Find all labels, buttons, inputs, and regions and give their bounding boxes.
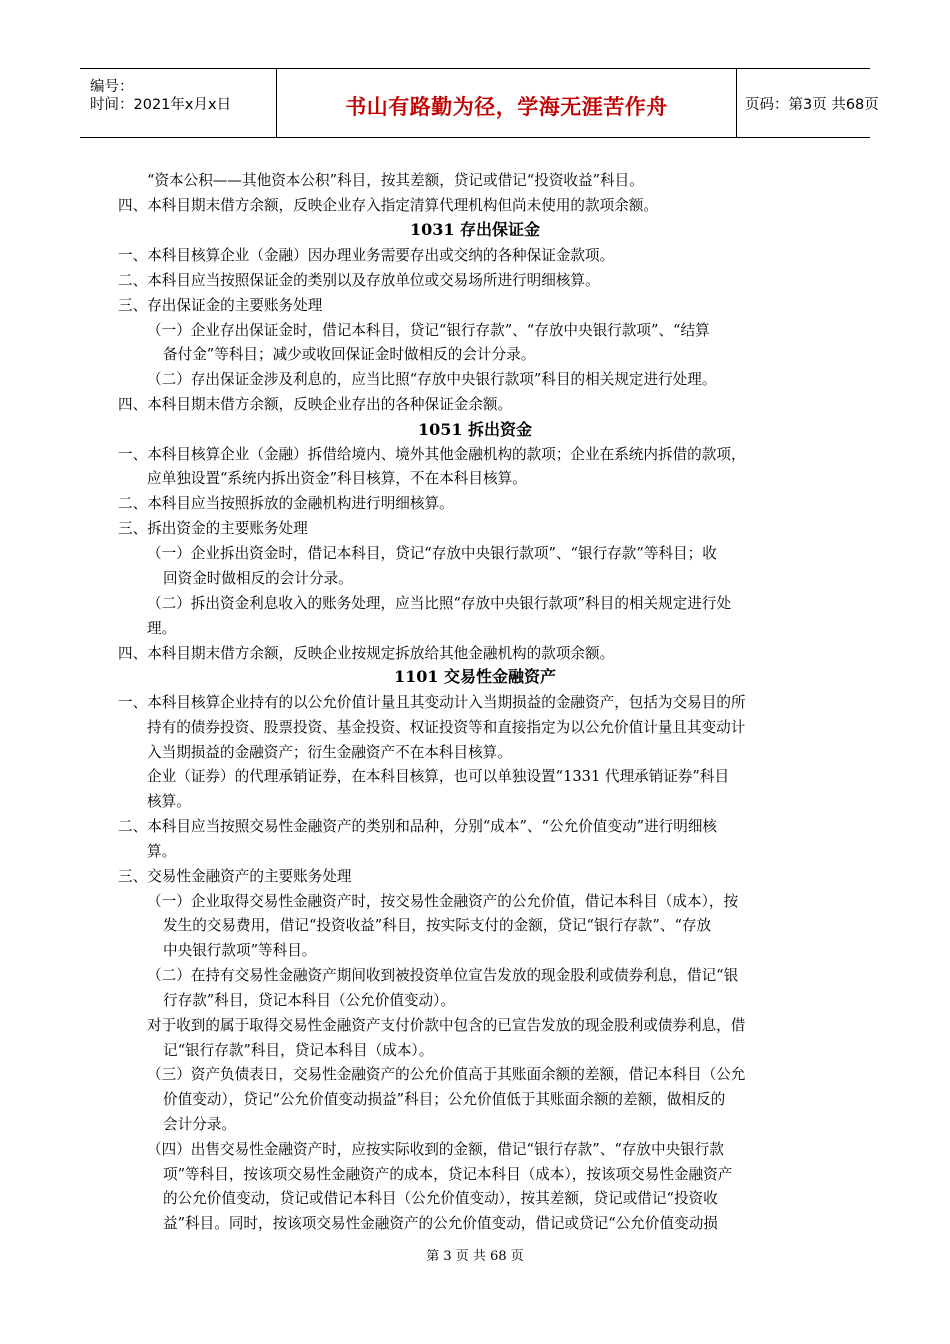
section-heading: 1051 拆出资金 xyxy=(417,420,533,439)
body-line: 企业（证券）的代理承销证券，在本科目核算，也可以单独设置“1331 代理承销证券”科目 xyxy=(147,768,730,785)
body-line: 一、本科目核算企业（金融）因办理业务需要存出或交纳的各种保证金款项。 xyxy=(118,247,615,264)
body-line: 记“银行存款”科目，贷记本科目（成本）。 xyxy=(163,1042,434,1059)
body-line: 项”等科目，按该项交易性金融资产的成本，贷记本科目（成本），按该项交易性金融资产 xyxy=(163,1166,733,1183)
body-line: （三）资产负债表日，交易性金融资产的公允价值高于其账面余额的差额，借记本科目（公允 xyxy=(147,1066,746,1083)
body-line: 对于收到的属于取得交易性金融资产支付价款中包含的已宣告发放的现金股利或债券利息，借 xyxy=(147,1017,746,1034)
header-middle-cell xyxy=(277,69,737,137)
body-line: 发生的交易费用，借记“投资收益”科目，按实际支付的金额，贷记“银行存款”、“存放 xyxy=(163,917,712,934)
header-right-cell xyxy=(737,69,879,137)
body-line: 理。 xyxy=(147,620,177,637)
body-line: （二）存出保证金涉及利息的，应当比照“存放中央银行款项”科目的相关规定进行处理。 xyxy=(147,371,717,388)
header-page-info: 页码：第3页 共68页 xyxy=(745,97,879,113)
body-line: 算。 xyxy=(147,843,177,860)
body-line: 一、本科目核算企业持有的以公允价值计量且其变动计入当期损益的金融资产，包括为交易目的所 xyxy=(118,694,746,711)
body-line: 应单独设置“系统内拆出资金”科目核算，不在本科目核算。 xyxy=(147,470,527,487)
document-date-label: 时间：2021年x月x日 xyxy=(90,97,232,113)
body-line: 会计分录。 xyxy=(163,1116,236,1133)
body-line: 四、本科目期末借方余额，反映企业按规定拆放给其他金融机构的款项余额。 xyxy=(118,645,615,662)
body-line: 价值变动），贷记“公允价值变动损益”科目；公允价值低于其账面余额的差额，做相反的 xyxy=(163,1091,726,1108)
body-line: 四、本科目期末借方余额，反映企业存入指定清算代理机构但尚未使用的款项余额。 xyxy=(118,197,658,214)
body-line: 二、本科目应当按照拆放的金融机构进行明细核算。 xyxy=(118,495,454,512)
body-line: 入当期损益的金融资产；衍生金融资产不在本科目核算。 xyxy=(147,744,512,761)
body-line: 持有的债券投资、股票投资、基金投资、权证投资等和直接指定为以公允价值计量且其变动计 xyxy=(147,719,746,736)
section-heading: 1031 存出保证金 xyxy=(409,220,541,239)
body-line: 三、交易性金融资产的主要账务处理 xyxy=(118,868,352,885)
body-line: 行存款”科目，贷记本科目（公允价值变动）。 xyxy=(163,992,456,1009)
body-line: 的公允价值变动，贷记或借记本科目（公允价值变动），按其差额，贷记或借记“投资收 xyxy=(163,1190,718,1207)
page-header xyxy=(80,68,879,138)
header-left-cell xyxy=(80,69,277,137)
body-line: 四、本科目期末借方余额，反映企业存出的各种保证金余额。 xyxy=(118,396,513,413)
body-line: （一）企业取得交易性金融资产时，按交易性金融资产的公允价值，借记本科目（成本），按 xyxy=(147,893,739,910)
body-line: （二）拆出资金利息收入的账务处理，应当比照“存放中央银行款项”科目的相关规定进行处 xyxy=(147,595,732,612)
section-heading: 1101 交易性金融资产 xyxy=(393,667,557,686)
body-line: 备付金”等科目；减少或收回保证金时做相反的会计分录。 xyxy=(163,346,536,363)
body-line: （二）在持有交易性金融资产期间收到被投资单位宣告发放的现金股利或债券利息，借记“银 xyxy=(147,967,739,984)
body-line: 二、本科目应当按照保证金的类别以及存放单位或交易场所进行明细核算。 xyxy=(118,272,600,289)
body-line: 一、本科目核算企业（金融）拆借给境内、境外其他金融机构的款项；企业在系统内拆借的款项， xyxy=(118,446,746,463)
header-motto: 书山有路勤为径，学海无涯苦作舟 xyxy=(345,95,668,119)
body-line: 中央银行款项”等科目。 xyxy=(163,942,317,959)
body-line: （一）企业拆出资金时，借记本科目，贷记“存放中央银行款项”、“银行存款”等科目；收 xyxy=(147,545,717,562)
body-line: “资本公积——其他资本公积”科目，按其差额，贷记或借记“投资收益”科目。 xyxy=(147,172,644,189)
body-line: 三、存出保证金的主要账务处理 xyxy=(118,297,323,314)
body-line: 回资金时做相反的会计分录。 xyxy=(163,570,353,587)
body-line: （四）出售交易性金融资产时，应按实际收到的金额，借记“银行存款”、“存放中央银行款 xyxy=(147,1141,724,1158)
document-number-label: 编号： xyxy=(90,79,134,95)
body-line: （一）企业存出保证金时，借记本科目，贷记“银行存款”、“存放中央银行款项”、“结算 xyxy=(147,322,710,339)
body-line: 二、本科目应当按照交易性金融资产的类别和品种，分别“成本”、“公允价值变动”进行明细核 xyxy=(118,818,718,835)
body-line: 核算。 xyxy=(147,793,191,810)
page-footer: 第 3 页 共 68 页 xyxy=(426,1249,524,1264)
body-line: 三、拆出资金的主要账务处理 xyxy=(118,520,308,537)
body-line: 益”科目。同时，按该项交易性金融资产的公允价值变动，借记或贷记“公允价值变动损 xyxy=(163,1215,718,1232)
